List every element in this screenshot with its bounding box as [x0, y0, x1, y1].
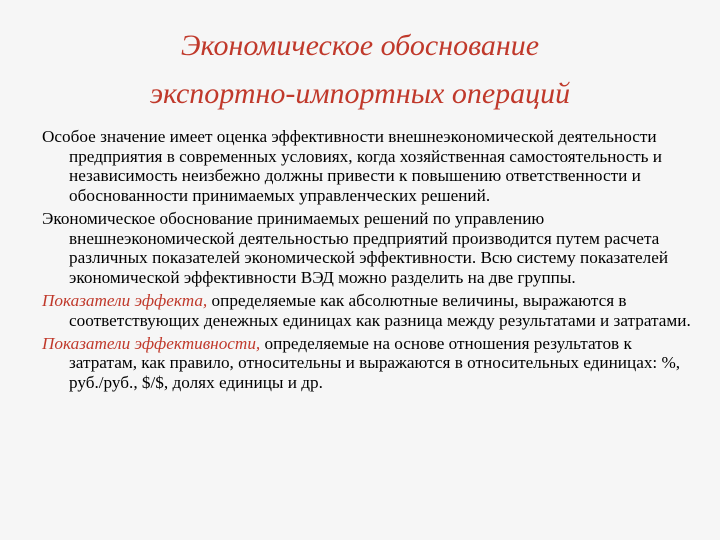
paragraph-justification	[42, 209, 692, 287]
slide-title	[0, 22, 720, 118]
paragraph-importance	[42, 127, 692, 205]
paragraph-effect-indicators	[42, 291, 692, 330]
term-effect-indicators: Показатели эффекта,	[42, 290, 208, 310]
slide-body	[42, 127, 692, 396]
paragraph-text: определяемые на основе отношения результатов к затратам, как правило, относительны и выражаются в относительных единицах: %, руб./руб., $/$, долях единицы и др.	[69, 333, 681, 392]
paragraph-text: определяемые как абсолютные величины, выражаются в соответствующих денежных единицах как разница между результатами и затратами.	[69, 290, 691, 330]
term-efficiency-indicators: Показатели эффективности,	[42, 333, 261, 353]
paragraph-text: Экономическое обоснование принимаемых решений по управлению внешнеэкономической деятельностью предприятий производится путем расчета различных показателей экономической эффективности. Всю систему показателей экономической эффективности ВЭД можно разделить на две группы.	[42, 208, 669, 287]
paragraph-text: Особое значение имеет оценка эффективности внешнеэкономической деятельности предприятия в современных условиях, когда хозяйственная самостоятельность и независимость неизбежно должны привести к повышению ответственности и обоснованности принимаемых управленческих решений.	[42, 127, 662, 205]
slide-title-line-2: экспортно-импортных операций	[149, 77, 571, 110]
paragraph-efficiency-indicators	[42, 334, 692, 393]
slide-title-line-1: Экономическое обоснование	[180, 29, 540, 62]
